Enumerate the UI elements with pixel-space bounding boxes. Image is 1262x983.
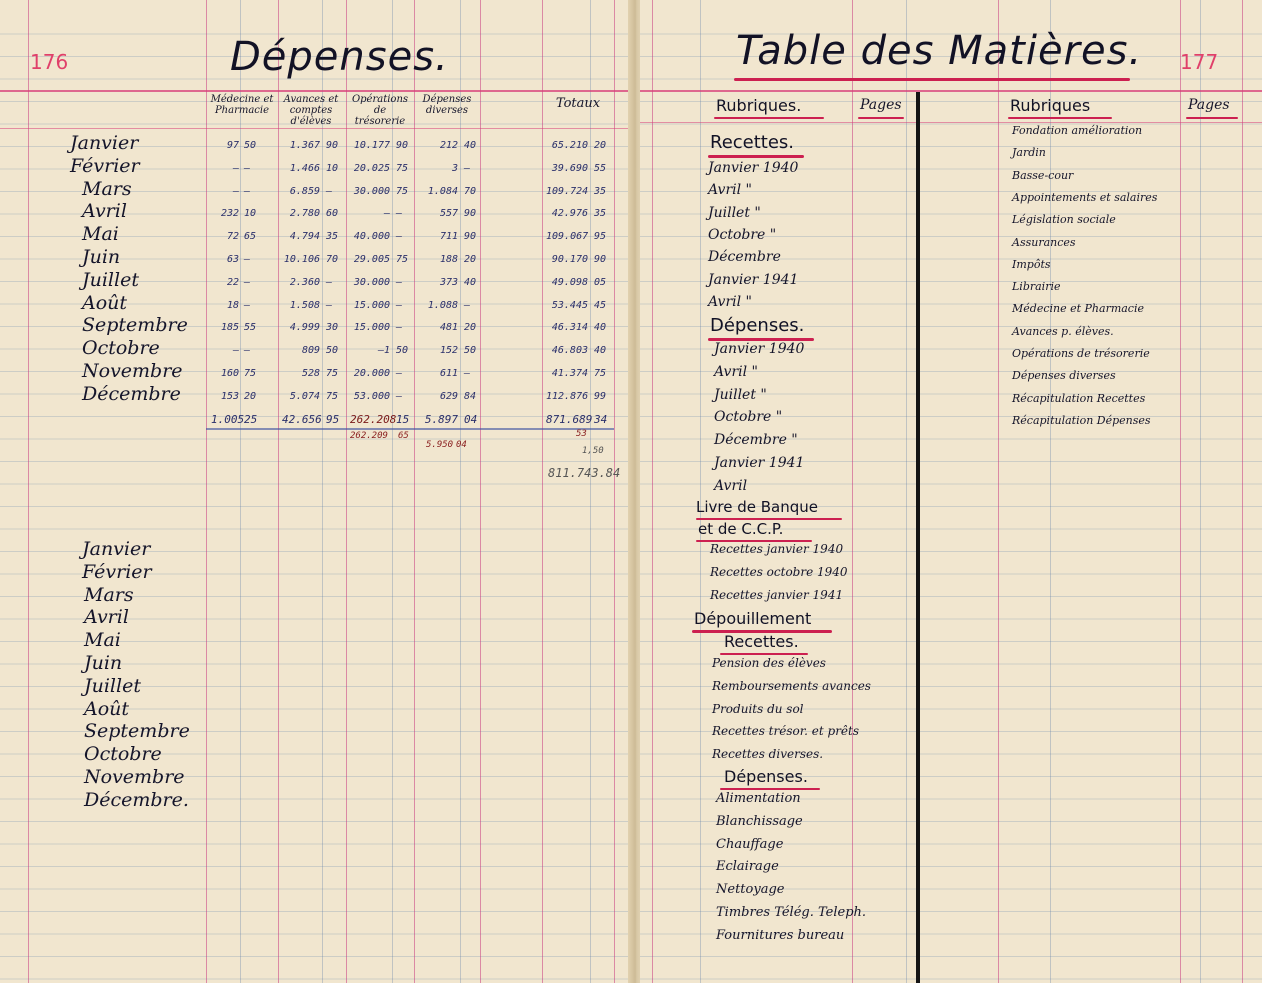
cell-operations-cents: 50	[396, 345, 409, 357]
depenses-item: Avril "	[714, 363, 758, 380]
left-page-number: 176	[30, 50, 69, 74]
cell-total-cents: 35	[594, 208, 607, 220]
cell-medecine-cents: 65	[244, 231, 257, 243]
right-page-number: 177	[1180, 50, 1219, 74]
cell-diverses-cents: 20	[464, 254, 477, 265]
dep-depenses-item: Chauffage	[716, 836, 784, 852]
col2-item: Récapitulation Recettes	[1012, 391, 1146, 405]
cell-operations-cents: 75	[396, 254, 409, 265]
month-label: Mai	[82, 223, 119, 246]
cell-total-cents: 95	[594, 231, 607, 243]
cell-total: 46.314	[551, 322, 588, 334]
dep-recettes-item: Pension des élèves	[712, 656, 826, 670]
col2-item: Impôts	[1012, 257, 1051, 271]
banque-item: Recettes octobre 1940	[710, 564, 848, 579]
month-label: Janvier	[70, 132, 139, 154]
section-depenses: Dépenses.	[710, 315, 805, 336]
cell-avances: 1.367	[289, 140, 320, 151]
cell-total: 39.690	[551, 162, 588, 174]
dep-depenses-item: Eclairage	[716, 859, 779, 875]
cell-avances: 809	[301, 345, 320, 357]
col2-header-rubriques: Rubriques	[1010, 96, 1091, 115]
col2-item: Législation sociale	[1012, 213, 1116, 227]
cell-avances-cents: —	[326, 185, 333, 197]
cell-operations: 20.025	[353, 162, 390, 174]
cell-medecine: 18	[226, 299, 239, 311]
cell-avances-cents: 35	[326, 231, 339, 243]
total-medecine-cents: 25	[244, 413, 258, 426]
cell-total: 53.445	[551, 299, 588, 311]
right-page-title: Table des Matières.	[736, 28, 1143, 74]
month-label: Décembre	[82, 382, 181, 405]
cell-operations-cents: —	[396, 390, 403, 402]
cell-total: 90.170	[551, 254, 588, 265]
cell-avances-cents: 10	[326, 162, 339, 174]
cell-medecine-cents: —	[244, 299, 251, 311]
cell-avances: 5.074	[289, 390, 320, 402]
month-label: Avril	[84, 606, 129, 629]
cell-avances: 1.466	[289, 162, 320, 174]
cell-total-cents: 75	[594, 368, 607, 379]
cell-total: 49.098	[551, 276, 588, 288]
column-divider	[916, 92, 920, 983]
month-label: Septembre	[84, 720, 190, 743]
cell-operations: 29.005	[353, 254, 390, 265]
month-label: Mars	[84, 583, 134, 606]
cell-diverses: 629	[439, 390, 458, 402]
month-label: Janvier	[82, 538, 151, 560]
cell-medecine-cents: —	[244, 185, 251, 197]
cell-diverses-cents: —	[464, 162, 471, 174]
month-label: Juin	[82, 246, 121, 268]
cell-operations: 53.000	[353, 390, 390, 402]
dep-depenses-item: Blanchissage	[716, 813, 803, 829]
cell-total: 109.724	[546, 185, 589, 197]
col2-item: Basse-cour	[1012, 168, 1074, 182]
cell-total-cents: 90	[594, 254, 607, 265]
cell-avances-cents: 30	[326, 322, 339, 334]
col2-item: Médecine et Pharmacie	[1012, 302, 1144, 316]
cell-operations: 15.000	[353, 322, 390, 334]
cell-total-cents: 20	[594, 140, 607, 151]
dep-recettes-item: Produits du sol	[712, 701, 804, 716]
left-page-title: Dépenses.	[230, 34, 449, 80]
dep-depenses-item: Alimentation	[716, 791, 801, 806]
cell-diverses: 212	[439, 140, 458, 151]
cell-medecine-cents: 50	[244, 140, 257, 151]
cell-medecine: —	[232, 345, 239, 357]
cell-total: 46.803	[551, 345, 588, 357]
total-operations: 262.208	[350, 413, 397, 426]
col2-item: Opérations de trésorerie	[1012, 347, 1150, 360]
cell-avances-cents: 70	[326, 254, 339, 265]
recettes-item: Avril "	[708, 182, 752, 199]
dep-depenses-item: Timbres Télég. Teleph.	[716, 905, 867, 920]
cell-operations: —1	[377, 345, 390, 357]
note-diverses-cents: 04	[456, 440, 467, 450]
cell-medecine: 160	[220, 368, 239, 379]
cell-avances: 528	[301, 368, 320, 379]
cell-diverses-cents: 90	[464, 208, 477, 220]
cell-diverses: 1.084	[427, 185, 458, 197]
cell-diverses-cents: —	[464, 299, 471, 311]
cell-total: 112.876	[546, 390, 589, 402]
cell-operations-cents: 90	[396, 140, 409, 151]
cell-diverses-cents: 20	[464, 322, 477, 334]
section-dep-recettes: Recettes.	[724, 632, 799, 651]
cell-operations-cents: 75	[396, 185, 409, 197]
month-label: Septembre	[82, 314, 188, 337]
cell-diverses-cents: 40	[464, 140, 477, 151]
cell-operations: 15.000	[353, 299, 390, 311]
cell-diverses: 152	[439, 345, 458, 357]
cell-diverses-cents: —	[464, 368, 471, 379]
cell-medecine: 72	[226, 231, 239, 243]
month-label: Février	[70, 154, 140, 177]
cell-avances-cents: 75	[326, 390, 339, 402]
depenses-item: Avril	[714, 477, 748, 494]
cell-total-cents: 05	[594, 276, 607, 288]
cell-medecine: —	[232, 185, 239, 197]
cell-medecine-cents: —	[244, 254, 251, 265]
cell-diverses: 3	[451, 162, 458, 174]
cell-total-cents: 99	[594, 390, 607, 402]
cell-operations-cents: —	[396, 368, 403, 379]
col2-item: Librairie	[1012, 280, 1061, 294]
cell-diverses-cents: 70	[464, 185, 477, 197]
cell-operations-cents: —	[396, 299, 403, 311]
dep-recettes-item: Remboursements avances	[712, 678, 871, 693]
month-label: Juillet	[82, 268, 139, 291]
cell-medecine: 232	[220, 208, 239, 220]
cell-total: 65.210	[551, 140, 588, 151]
section-depouillement: Dépouillement	[694, 609, 812, 628]
cell-medecine: 185	[220, 322, 239, 334]
total-grand: 871.689	[546, 413, 593, 426]
col2-item: Fondation amélioration	[1012, 124, 1143, 137]
right-page	[640, 0, 1262, 983]
cell-medecine-cents: 75	[244, 368, 257, 379]
note-operations: 262.209	[350, 431, 388, 441]
note-total-3: 811.743.84	[548, 466, 621, 480]
cell-avances-cents: —	[326, 299, 333, 311]
cell-total-cents: 40	[594, 322, 607, 334]
cell-operations: 10.177	[353, 140, 390, 151]
total-avances: 42.656	[282, 413, 322, 426]
banque-item: Recettes janvier 1940	[710, 542, 844, 556]
cell-avances-cents: 50	[326, 345, 339, 357]
cell-total-cents: 55	[594, 162, 607, 174]
cell-avances: 4.794	[289, 231, 320, 243]
month-label: Novembre	[82, 360, 183, 382]
column-header-totaux: Totaux	[555, 96, 601, 111]
cell-diverses-cents: 50	[464, 345, 477, 357]
dep-recettes-item: Recettes trésor. et prêts	[712, 724, 860, 739]
recettes-item: Janvier 1940	[708, 160, 799, 176]
cell-medecine: 153	[220, 390, 239, 402]
month-label: Octobre	[82, 337, 160, 360]
note-total-1: 53	[576, 429, 587, 439]
section-banque-line2: et de C.C.P.	[698, 520, 784, 538]
note-diverses: 5.950	[426, 440, 454, 450]
total-avances-cents: 95	[326, 413, 340, 426]
cell-total: 41.374	[551, 368, 588, 379]
cell-medecine: —	[232, 162, 239, 174]
dep-recettes-item: Recettes diverses.	[712, 747, 824, 762]
cell-diverses: 611	[439, 368, 458, 379]
month-label: Août	[82, 291, 128, 314]
recettes-item: Juillet "	[708, 204, 761, 221]
month-label: Février	[82, 560, 152, 583]
cell-avances-cents: 75	[326, 368, 339, 379]
cell-avances: 10.106	[283, 254, 320, 265]
cell-medecine: 63	[226, 254, 239, 265]
cell-total-cents: 40	[594, 345, 607, 357]
section-banque-line1: Livre de Banque	[696, 498, 818, 516]
cell-diverses: 481	[439, 322, 458, 334]
cell-avances-cents: 90	[326, 140, 339, 151]
cell-operations: —	[383, 208, 390, 220]
recettes-item: Janvier 1941	[708, 271, 799, 288]
month-label: Juin	[84, 652, 123, 674]
dep-depenses-item: Nettoyage	[716, 882, 785, 898]
section-dep-depenses: Dépenses.	[724, 767, 808, 786]
cell-total-cents: 35	[594, 185, 607, 197]
col1-header-rubriques: Rubriques.	[716, 96, 802, 115]
col2-item: Récapitulation Dépenses	[1012, 413, 1151, 427]
cell-total: 42.976	[551, 208, 588, 220]
cell-avances-cents: —	[326, 276, 333, 288]
month-label: Juillet	[84, 674, 141, 697]
column-header-diverses: Dépenses diverses	[422, 94, 472, 116]
cell-total-cents: 45	[594, 299, 607, 311]
col2-item: Jardin	[1012, 146, 1046, 160]
cell-total: 109.067	[546, 231, 589, 243]
cell-operations-cents: —	[396, 322, 403, 334]
dep-depenses-item: Fournitures bureau	[716, 927, 845, 943]
cell-diverses-cents: 40	[464, 276, 477, 288]
total-grand-cents: 34	[594, 413, 608, 426]
col2-item: Assurances	[1012, 235, 1076, 249]
total-diverses-cents: 04	[464, 413, 478, 426]
month-label: Octobre	[84, 743, 162, 766]
total-medecine: 1.005	[211, 413, 245, 426]
cell-operations: 40.000	[353, 231, 390, 243]
cell-operations-cents: —	[396, 231, 403, 243]
col2-item: Avances p. élèves.	[1012, 324, 1114, 338]
cell-operations-cents: —	[396, 276, 403, 288]
cell-medecine-cents: 55	[244, 322, 257, 334]
total-operations-cents: 15	[396, 413, 410, 426]
total-diverses: 5.897	[424, 413, 458, 426]
cell-operations-cents: 75	[396, 162, 409, 174]
cell-medecine-cents: —	[244, 276, 251, 288]
cell-medecine-cents: 20	[244, 390, 257, 402]
month-label: Mars	[82, 177, 132, 200]
cell-operations: 30.000	[353, 185, 390, 197]
section-recettes: Recettes.	[710, 132, 795, 153]
depenses-item: Janvier 1940	[714, 341, 805, 357]
cell-operations-cents: —	[396, 208, 403, 220]
cell-avances: 6.859	[289, 185, 320, 197]
column-header-medecine: Médecine et Pharmacie	[210, 94, 274, 116]
column-header-avances: Avances et comptes d'élèves	[283, 94, 339, 127]
cell-diverses-cents: 84	[464, 390, 477, 402]
recettes-item: Décembre	[708, 249, 781, 266]
cell-diverses: 373	[439, 276, 458, 288]
column-header-operations: Opérations de trésorerie	[351, 94, 409, 127]
cell-avances: 4.999	[289, 322, 320, 334]
depenses-item: Juillet "	[714, 386, 767, 403]
cell-avances: 2.780	[289, 208, 320, 220]
cell-diverses: 188	[439, 254, 458, 265]
cell-avances: 1.508	[289, 299, 320, 311]
cell-diverses: 711	[439, 231, 458, 243]
cell-avances: 2.360	[289, 276, 320, 288]
depenses-item: Janvier 1941	[714, 455, 805, 471]
month-label: Avril	[82, 200, 127, 223]
cell-operations: 30.000	[353, 276, 390, 288]
cell-medecine-cents: 10	[244, 208, 257, 220]
banque-item: Recettes janvier 1941	[710, 587, 844, 602]
cell-medecine: 22	[226, 276, 239, 288]
cell-diverses: 557	[439, 208, 458, 220]
note-total-2: 1,50	[582, 446, 604, 456]
month-label: Novembre	[84, 766, 185, 788]
cell-medecine: 97	[226, 140, 239, 151]
depenses-item: Octobre "	[714, 409, 783, 426]
cell-operations: 20.000	[353, 368, 390, 379]
col2-item: Dépenses diverses	[1012, 369, 1116, 383]
depenses-item: Décembre "	[714, 432, 798, 449]
recettes-item: Avril "	[708, 293, 752, 310]
col2-item: Appointements et salaires	[1012, 190, 1158, 204]
month-label: Mai	[84, 629, 121, 652]
month-label: Décembre.	[84, 788, 189, 811]
recettes-item: Octobre "	[708, 226, 777, 243]
cell-diverses: 1.088	[427, 299, 458, 311]
month-label: Août	[84, 697, 130, 720]
cell-medecine-cents: —	[244, 345, 251, 357]
cell-avances-cents: 60	[326, 208, 339, 220]
cell-medecine-cents: —	[244, 162, 251, 174]
cell-diverses-cents: 90	[464, 231, 477, 243]
col2-header-pages: Pages	[1188, 97, 1230, 113]
col1-header-pages: Pages	[860, 97, 902, 113]
note-operations-cents: 65	[398, 431, 409, 441]
